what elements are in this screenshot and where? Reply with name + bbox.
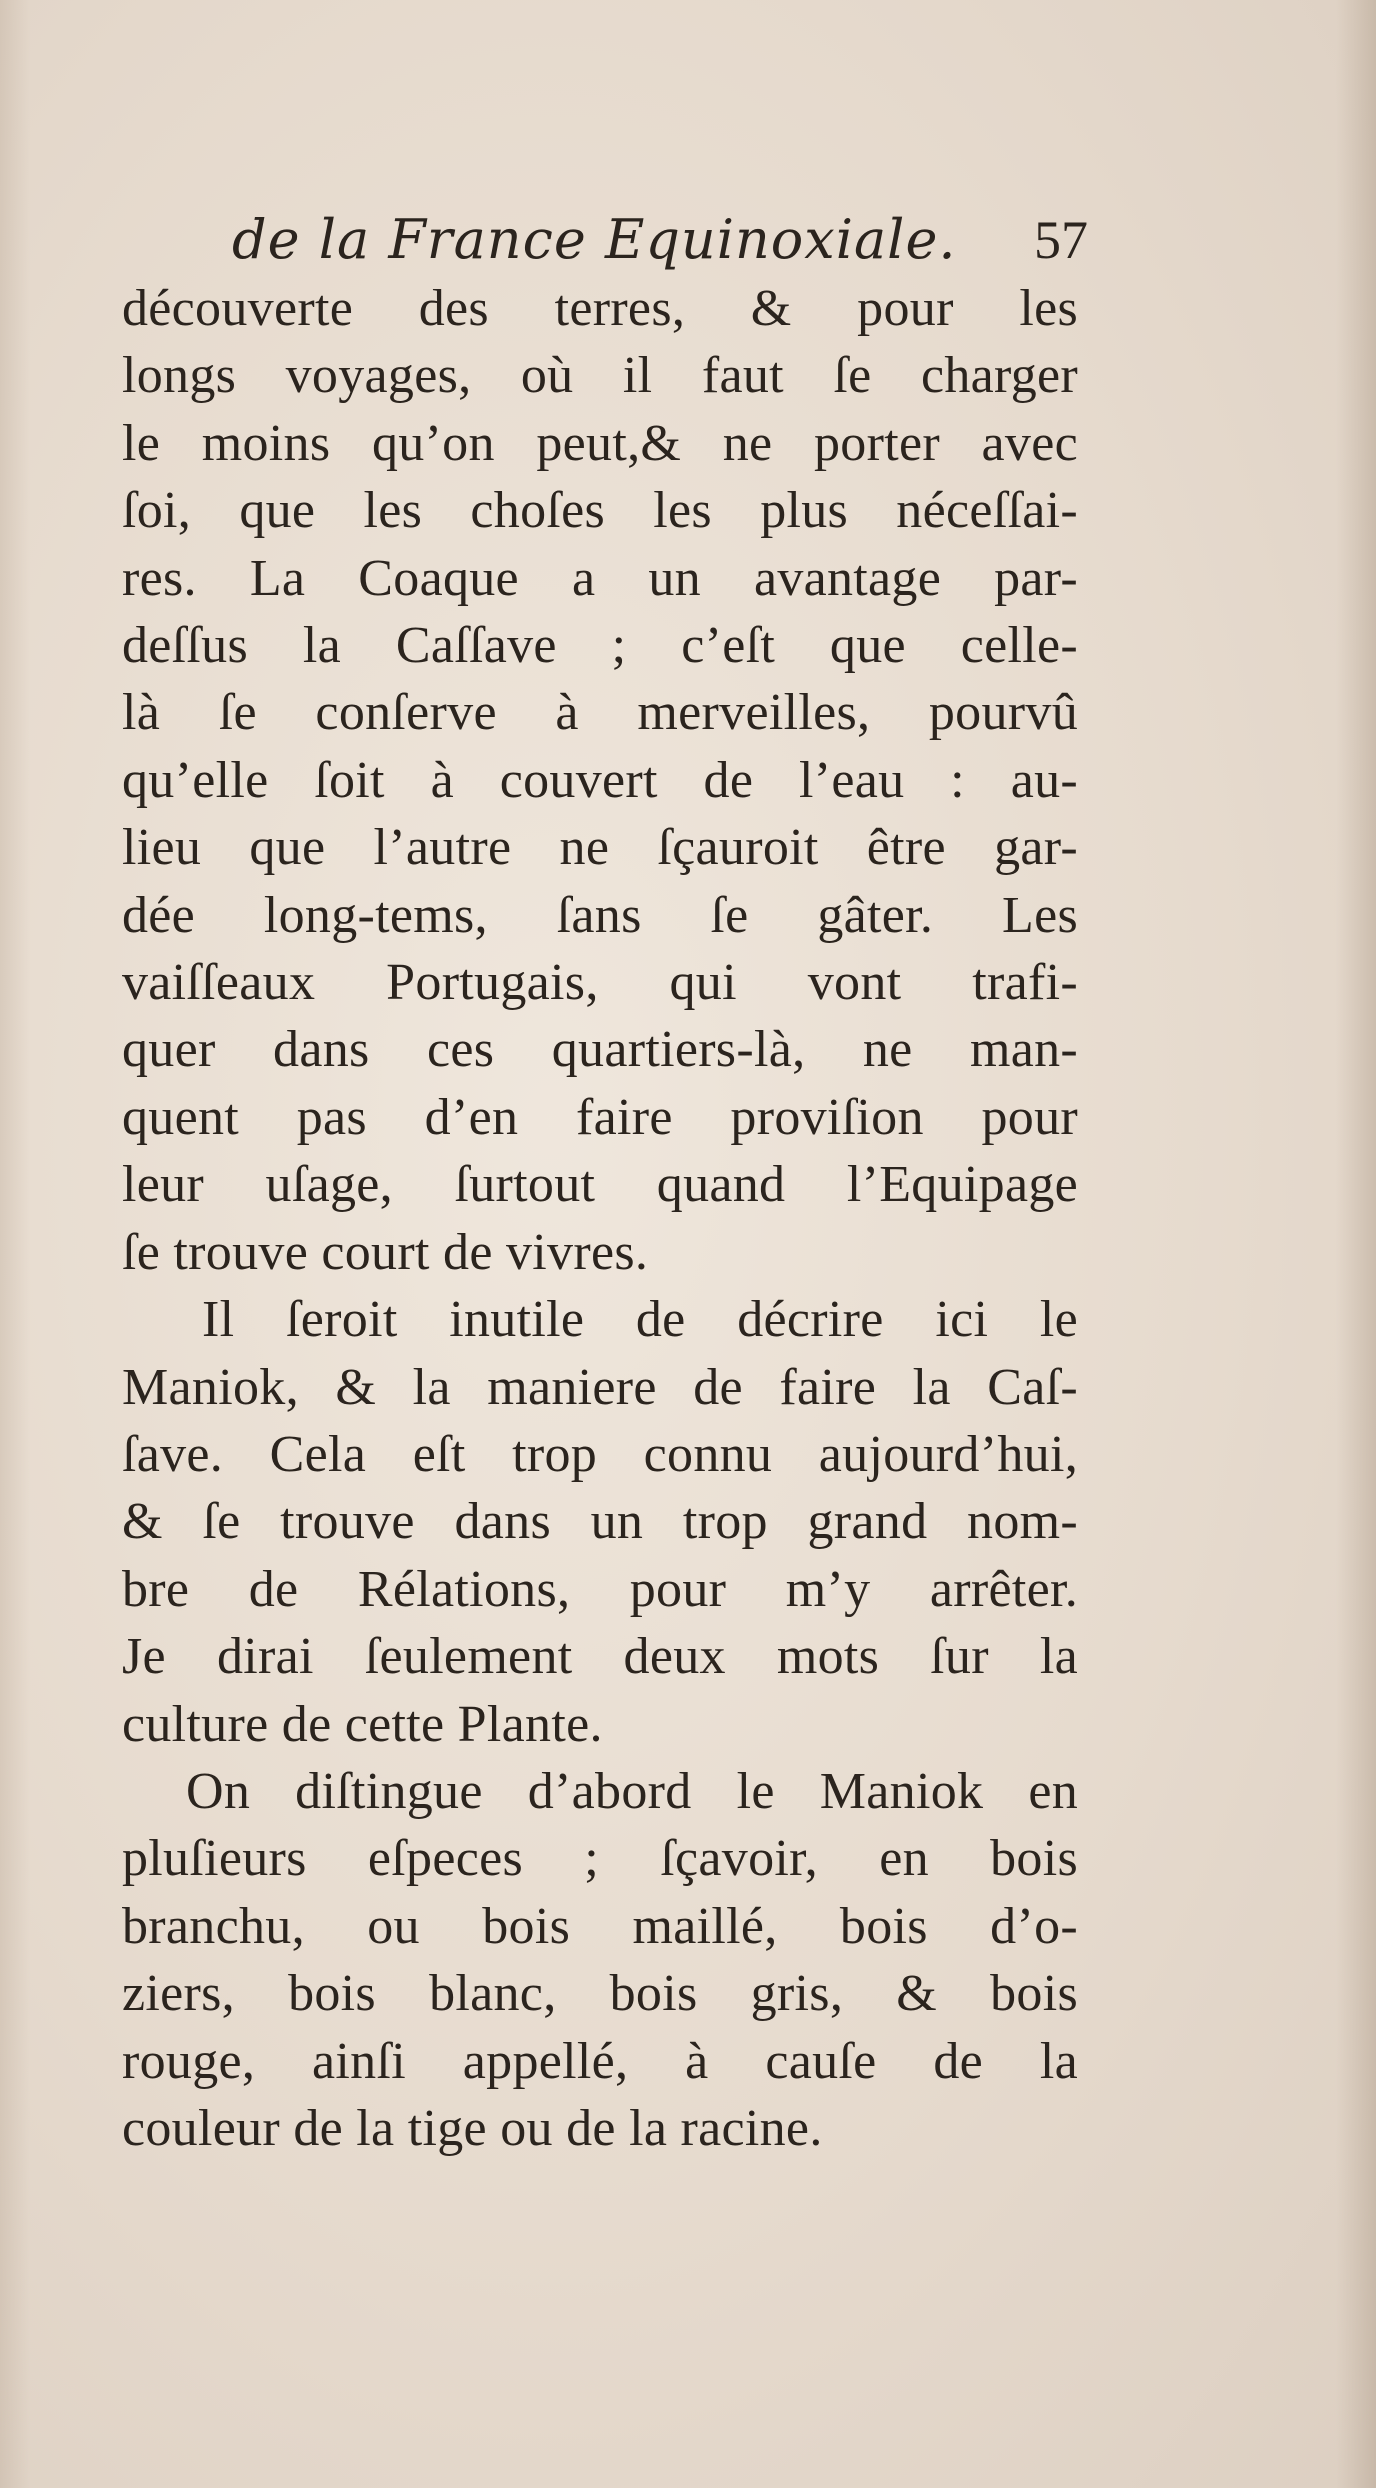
page-number: 57 [1034,210,1088,270]
text-line: res. La Coaque a un avantage par- [122,549,1078,607]
text-line: quer dans ces quartiers-là, ne man- [122,1021,1078,1079]
text-line: dée long-tems, ſans ſe gâter. Les [122,886,1078,944]
running-head: de la France Equinoxiale. [232,208,957,271]
text-line: couleur de la tige ou de la racine. [122,2099,823,2157]
text-line: Maniok, & la maniere de faire la Caſ- [122,1358,1078,1416]
text-line: qu’elle ſoit à couvert de l’eau : au- [122,751,1078,809]
text-line: bre de Rélations, pour m’y arrêter. [122,1560,1078,1618]
text-line: ziers, bois blanc, bois gris, & bois [122,1965,1078,2023]
text-line: Il ſeroit inutile de décrire ici le [202,1291,1078,1349]
text-line: ſe trouve court de vivres. [122,1223,649,1281]
page-gutter-shadow [0,0,30,2488]
paragraph-3 [122,1758,1078,2162]
text-line: le moins qu’on peut,& ne porter avec [122,414,1078,472]
text-line: ſoi, que les choſes les plus néceſſai- [122,482,1078,540]
text-line: deſſus la Caſſave ; c’eſt que celle- [122,617,1078,675]
text-line: pluſieurs eſpeces ; ſçavoir, en bois [122,1830,1078,1888]
page-header [232,200,1088,280]
text-line: culture de cette Plante. [122,1695,603,1753]
text-line: & ſe trouve dans un trop grand nom- [122,1493,1078,1551]
body-text [122,275,1078,2162]
text-line: vaiſſeaux Portugais, qui vont trafi- [122,954,1078,1012]
text-line: là ſe conſerve à merveilles, pourvû [122,684,1078,742]
text-line: ſave. Cela eſt trop connu aujourd’hui, [122,1425,1078,1483]
text-line: branchu, ou bois maillé, bois d’o- [122,1897,1078,1955]
paragraph-2 [122,1286,1078,1758]
text-line: rouge, ainſi appellé, à cauſe de la [122,2032,1078,2090]
text-line: On diſtingue d’abord le Maniok en [186,1762,1078,1820]
text-line: quent pas d’en faire proviſion pour [122,1088,1078,1146]
text-line: découverte des terres, & pour les [122,280,1078,337]
text-line: longs voyages, où il faut ſe charger [122,347,1078,405]
text-line: leur uſage, ſurtout quand l’Equipage [122,1156,1078,1214]
paragraph-1 [122,275,1078,1286]
text-line: Je dirai ſeulement deux mots ſur la [122,1628,1078,1686]
page-edge-shadow [1336,0,1376,2488]
text-line: lieu que l’autre ne ſçauroit être gar- [122,819,1078,877]
